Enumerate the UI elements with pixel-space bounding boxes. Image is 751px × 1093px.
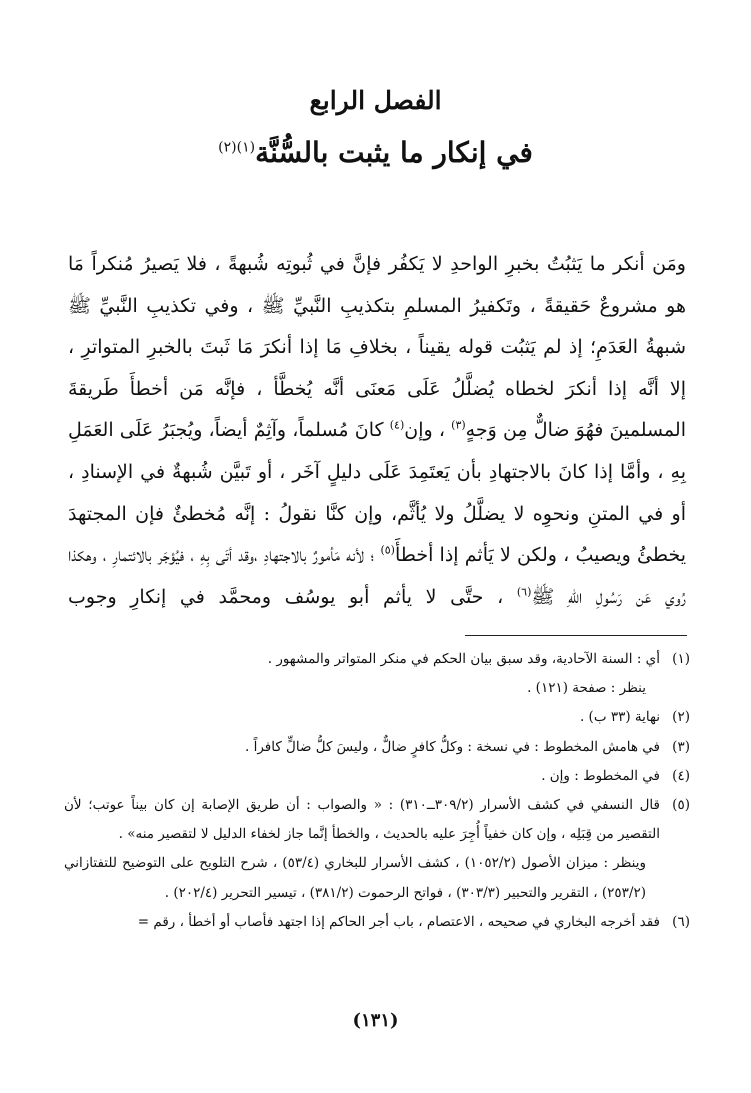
- footnote-number: (٥): [672, 797, 690, 814]
- footnote-text: فقد أخرجه البخاري في صحيحه ، الاعتصام ، باب أجر الحاكم إذا اجتهد فأصاب أو أخطأ ، رقم =: [137, 913, 660, 930]
- footnote-number: (١): [672, 651, 690, 667]
- body-text-part: كانَ مُسلماً، وآثِمٌ أيضاً، ويُجبَرُ عَلَى العَمَلِ بِهِ ، وأمَّا إذا كانَ بالاجتهادِ بأن يَعتَمِدَ عَلَى دليلٍ آخَر ، أو تَبيَّن شُبهةٌ في الإسنادِ ، أو في المتنِ ونحوِه لا يضلَّلُ ولا يُأثَّم، وإن كنَّا نقولُ : إنَّه مُخطئٌ فإن المجتهدَ يخطئُ ويصيبُ ، ولكن لا يَأثم إذا أخطأَ: [68, 419, 687, 567]
- body-text-part: ؛ لأنه مَأمورٌ بالاجتهادِ ،وقد أتَى بِهِ ، فيُؤجَر بالائتمارِ ، وهكذا رُوي عَن رَسُولِ اللهِ ﷺ: [68, 544, 686, 608]
- body-text-part: ، وإن: [404, 419, 445, 442]
- footnote-number: (٤): [672, 767, 690, 784]
- chapter-subtitle-text: في إنكار ما يثبت بالسُّنَّة: [255, 136, 533, 169]
- footnote-item: [64, 791, 690, 908]
- footnote-text: أي : السنة الآحادية، وقد سبق بيان الحكم في منكر المتواتر والمشهور .: [267, 651, 660, 667]
- body-text-part: ، حتَّى لا يأثم أبو يوسُف ومحمَّد في إنكارِ وجوب: [68, 585, 504, 608]
- footnote-ref[interactable]: (٣): [451, 419, 466, 433]
- footnote-ref[interactable]: (٥): [380, 543, 395, 557]
- footnote-text: في هامش المخطوط : في نسخة : وكلُّ كافرٍ ضالٌّ ، وليسَ كلُّ ضالٍّ كافراً .: [244, 738, 660, 755]
- footnote-item: [64, 645, 690, 703]
- footnote-number: (٦): [672, 913, 690, 930]
- footnote-text: وينظر : ميزان الأصول (١٠٥٢/٢) ، كشف الأسرار للبخاري (٥٣/٤) ، شرح التلويح على التوضيح للتفتازاني (٢٥٣/٢) ، التقرير والتحبير (٣٠٣/٣) ، فواتح الرحموت (٣٨١/٢) ، تيسير التحرير (٢٠٢/٤) .: [64, 855, 647, 901]
- footnote-text: نهاية (٣٣ ب) .: [579, 709, 660, 726]
- footnote-separator: [465, 635, 687, 636]
- chapter-title: الفصل الرابع: [309, 86, 442, 115]
- footnotes-list: [64, 645, 690, 937]
- footnote-number: (٢): [672, 709, 690, 726]
- footnote-item: [64, 762, 690, 791]
- subtitle-footnote-refs[interactable]: (١)(٢): [218, 139, 256, 156]
- main-paragraph: [68, 244, 686, 618]
- footnote-text: في المخطوط : وإن .: [541, 767, 660, 784]
- footnote-text: ينظر : صفحة (١٢١) .: [527, 680, 646, 697]
- body-text-part: ومَن أنكر ما يَثبُتُ بخبرِ الواحدِ لا يَكفُر فإنَّ في ثُبوتِه شُبهةً ، فلا يَصيرُ مُنكراً مَا هو مشروعٌ حَقيقةً ، وتَكفيرُ المسلمِ بتكذيبِ النَّبيِّ ﷺ ، وفي تكذيبِ النَّبيِّ ﷺ شبهةُ العَدَمِ؛ إذ لم يَثبُت قوله يقيناً ، بخلافِ مَا إذا أنكرَ مَا ثَبتَ بالخبرِ المتواترِ ، إلا أنَّه إذا أنكرَ لخطاه يُضلَّلُ عَلَى مَعنَى أنَّه يُخطَّأ ، فإنَّه مَن أخطأَ طَريقةَ المسلمينَ فهُوَ ضالٌّ مِن وَجهٍ: [68, 253, 686, 442]
- page-number: (١٣١): [352, 1010, 399, 1031]
- chapter-subtitle: [0, 136, 751, 169]
- footnote-text: قال النسفي في كشف الأسرار (٣٠٩/٢ــ٣١٠) : « والصواب : أن طريق الإصابة إن كان بيناً عوتب؛ لأن التقصير من قِبَلِه ، وإن كان خفياً أُجِرَ عليه بالحديث ، والخطأ إنَّما جاز لخفاء الدليل لا لتقصير منه» .: [64, 797, 660, 843]
- footnote-number: (٣): [672, 738, 690, 755]
- footnote-ref[interactable]: (٤): [389, 419, 405, 433]
- footnote-ref[interactable]: (٦): [516, 585, 532, 599]
- footnote-item: [64, 733, 690, 762]
- footnote-item: [64, 703, 690, 732]
- footnote-item: [64, 908, 690, 937]
